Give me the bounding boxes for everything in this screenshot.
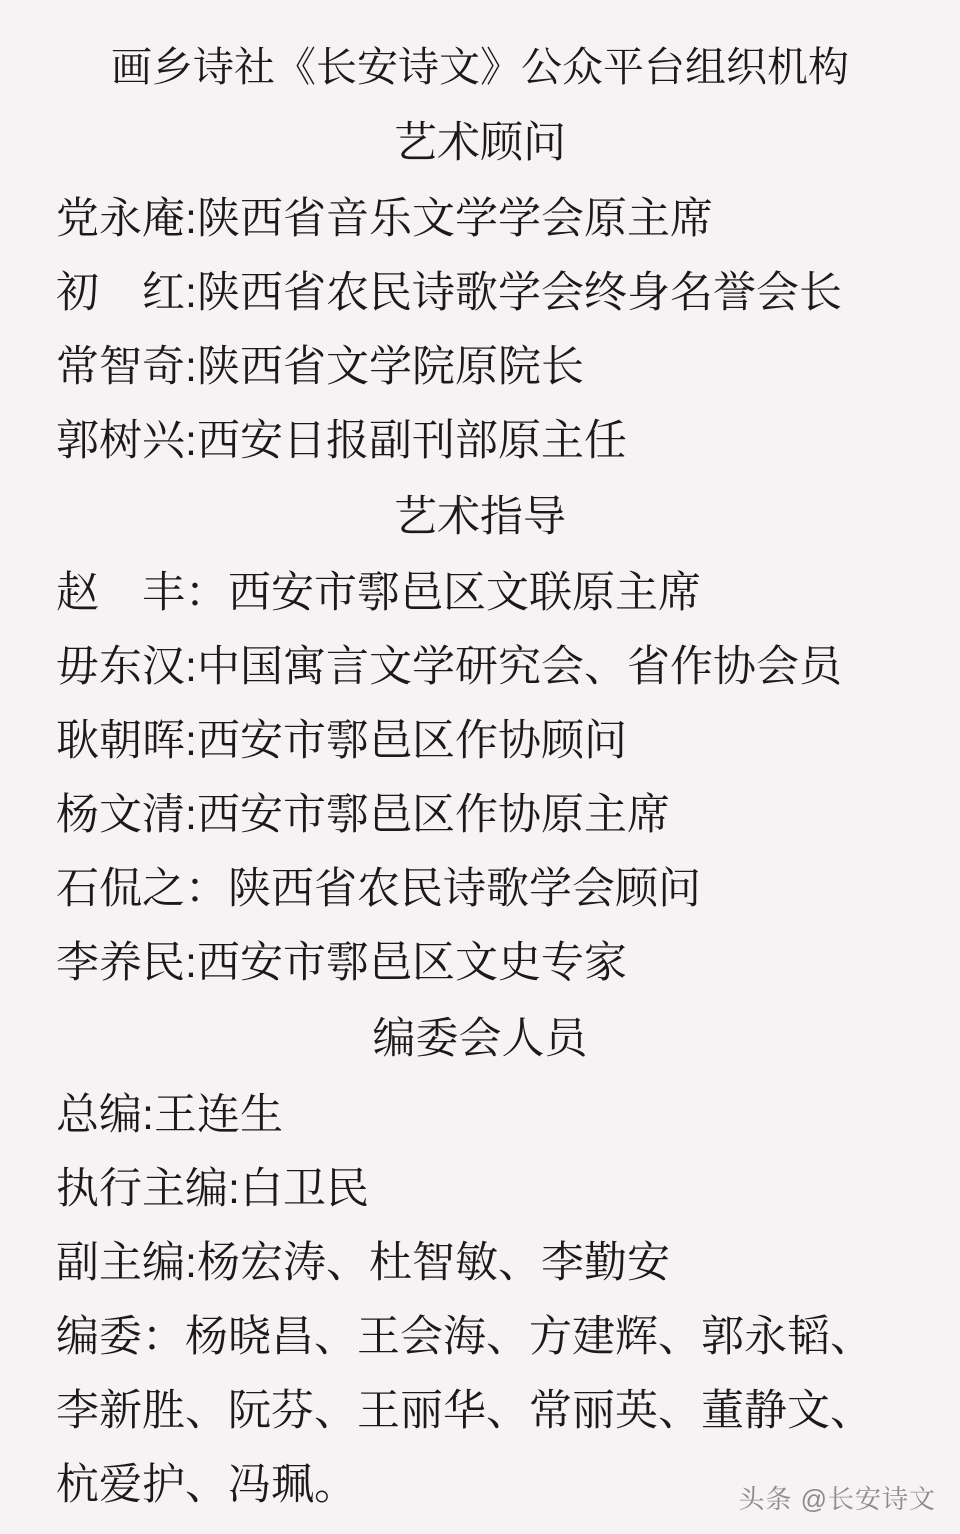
entry-art-director-1: 赵 丰：西安市鄠邑区文联原主席 bbox=[56, 569, 701, 617]
entry-editorial-5: 李新胜、阮芬、王丽华、常丽英、董静文、 bbox=[56, 1387, 873, 1435]
document-title: 画乡诗社《长安诗文》公众平台组织机构 bbox=[111, 44, 849, 90]
section-heading-editorial-board: 编委会人员 bbox=[372, 1015, 588, 1063]
section-heading-art-director: 艺术指导 bbox=[394, 493, 566, 541]
entry-art-director-2: 毋东汉:中国寓言文学研究会、省作协会员 bbox=[56, 643, 842, 691]
entry-editorial-1: 总编:王连生 bbox=[56, 1091, 283, 1139]
entry-art-advisor-4: 郭树兴:西安日报副刊部原主任 bbox=[56, 417, 627, 465]
entry-editorial-4: 编委：杨晓昌、王会海、方建辉、郭永韬、 bbox=[56, 1313, 873, 1361]
entry-art-advisor-1: 党永庵:陕西省音乐文学学会原主席 bbox=[56, 195, 713, 243]
entry-art-director-3: 耿朝晖:西安市鄠邑区作协顾问 bbox=[56, 717, 627, 765]
entry-editorial-6: 杭爱护、冯珮。 bbox=[56, 1461, 357, 1509]
entry-art-advisor-2: 初 红:陕西省农民诗歌学会终身名誉会长 bbox=[56, 269, 842, 317]
entry-editorial-2: 执行主编:白卫民 bbox=[56, 1165, 369, 1213]
entry-art-advisor-3: 常智奇:陕西省文学院原院长 bbox=[56, 343, 584, 391]
section-heading-art-advisor: 艺术顾问 bbox=[394, 119, 566, 167]
entry-art-director-4: 杨文清:西安市鄠邑区作协原主席 bbox=[56, 791, 670, 839]
entry-art-director-6: 李养民:西安市鄠邑区文史专家 bbox=[56, 939, 627, 987]
watermark: 头条 @长安诗文 bbox=[738, 1484, 936, 1514]
entry-art-director-5: 石侃之：陕西省农民诗歌学会顾问 bbox=[56, 865, 701, 913]
entry-editorial-3: 副主编:杨宏涛、杜智敏、李勤安 bbox=[56, 1239, 670, 1287]
